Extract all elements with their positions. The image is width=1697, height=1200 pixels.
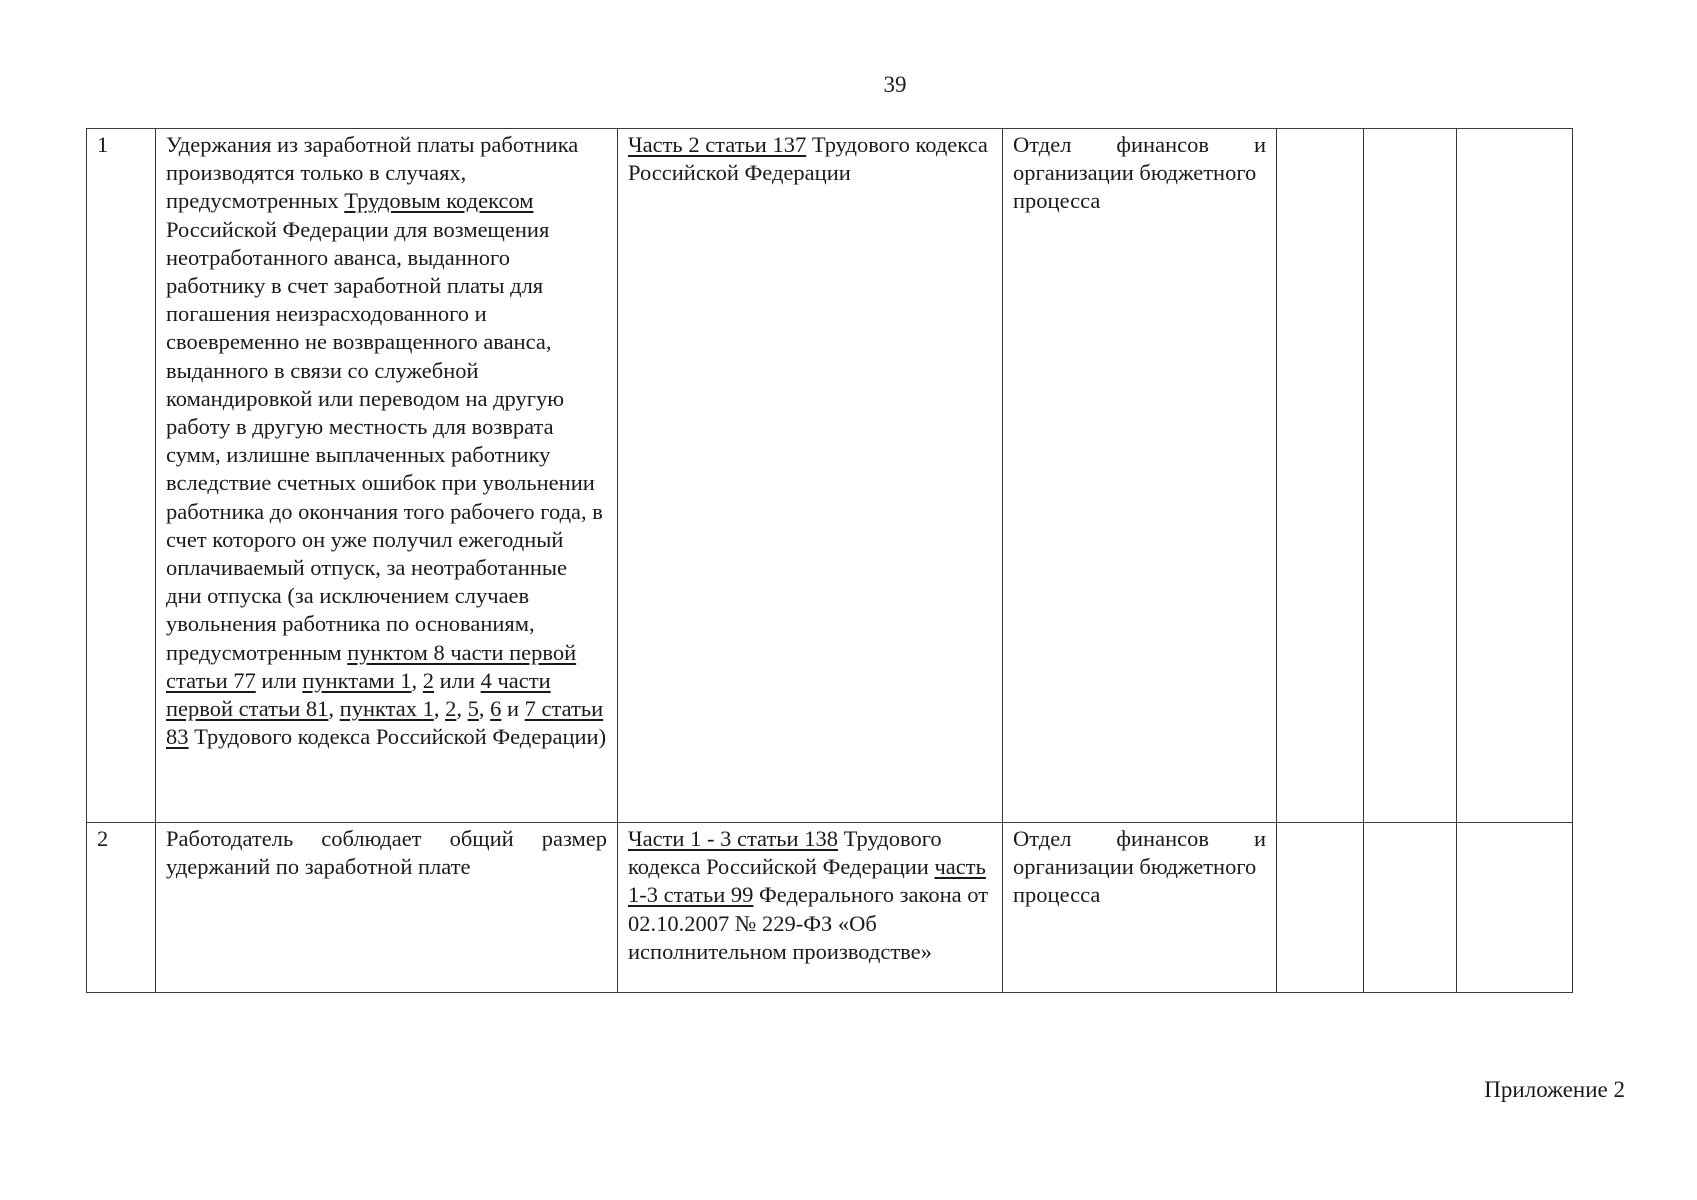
legal-reference-link[interactable]: Трудовым кодексом <box>344 188 534 214</box>
text-run: или <box>255 667 303 693</box>
department-word: и <box>1253 826 1266 851</box>
department-word: финансов <box>1116 132 1209 157</box>
text-run: Трудового кодекса Российской Федерации <box>628 132 988 186</box>
legal-reference-link[interactable]: часть 1-3 статьи 99 <box>628 854 986 908</box>
row-number: 2 <box>87 823 156 993</box>
legal-basis <box>618 823 1003 993</box>
department-word: финансов <box>1116 826 1209 851</box>
legal-reference-link[interactable]: 7 статьи 83 <box>166 696 604 750</box>
text-run: Удержания из заработной платы работника производятся только в случаях, предусмотренных <box>166 132 579 214</box>
requirement-text <box>156 129 618 823</box>
annex-label: Приложение 2 <box>1484 1077 1625 1102</box>
department-word: Отдел <box>1013 132 1072 157</box>
text-run: Трудового кодекса Российской Федерации) <box>188 724 607 750</box>
empty-cell <box>1277 823 1364 993</box>
requirements-table <box>86 128 1573 993</box>
department-word: Отдел <box>1013 826 1072 851</box>
legal-reference-link[interactable]: 2 <box>445 696 457 722</box>
legal-reference-link[interactable]: Часть 2 статьи 137 <box>628 132 807 157</box>
text-run: или <box>434 667 481 693</box>
empty-cell <box>1364 823 1457 993</box>
legal-reference-link[interactable]: 6 <box>490 696 502 722</box>
legal-reference-link[interactable]: пунктами 1 <box>302 667 412 693</box>
text-run: Российской Федерации для возмещения неотработанного аванса, выданного работнику в счет заработной платы для погашения неизрасходованного и своевременно не возвращенного аванса, выданного в связи со служебной командировкой или переводом на другую работу в другую местность для возврата сумм, излишне выплаченных работнику вследствие счетных ошибок при увольнении работника до окончания того рабочего года, в счет которого он уже получил ежегодный оплачиваемый отпуск, за неотработанные дни отпуска (за исключением случаев увольнения работника по основаниям, предусмотренным <box>166 216 603 665</box>
text-run: , <box>456 696 468 722</box>
text-run: Трудового кодекса Российской Федерации <box>628 826 942 880</box>
responsible-department <box>1003 129 1277 823</box>
table-row <box>87 823 1573 993</box>
department-rest: организации бюджетного процесса <box>1013 854 1257 908</box>
legal-reference-link[interactable]: Части 1 - 3 статьи 138 <box>628 826 838 851</box>
text-run: , <box>328 696 340 722</box>
text-run: , <box>411 667 423 693</box>
text-run: , <box>478 696 491 722</box>
page-number: 39 <box>883 72 907 97</box>
text-run: Федерального закона от 02.10.2007 № 229-ФЗ «Об исполнительном производстве» <box>628 882 989 964</box>
legal-reference-link[interactable]: пунктом 8 части первой статьи 77 <box>166 639 577 693</box>
legal-reference-link[interactable]: 4 части первой статьи 81 <box>166 667 551 722</box>
table-row <box>87 129 1573 823</box>
text-run: , <box>433 696 446 722</box>
row-number: 1 <box>87 129 156 823</box>
requirement-text <box>156 823 618 993</box>
text-run: и <box>501 696 525 722</box>
legal-reference-link[interactable]: 2 <box>422 667 435 693</box>
empty-cell <box>1457 129 1573 823</box>
department-word: и <box>1253 132 1266 157</box>
text-run: Работодатель соблюдает общий размер удержаний по заработной плате <box>166 826 607 880</box>
legal-reference-link[interactable]: пунктах 1 <box>339 696 434 722</box>
empty-cell <box>1277 129 1364 823</box>
responsible-department <box>1003 823 1277 993</box>
legal-reference-link[interactable]: 5 <box>467 696 479 722</box>
legal-basis <box>618 129 1003 823</box>
department-rest: организации бюджетного процесса <box>1013 160 1257 214</box>
empty-cell <box>1364 129 1457 823</box>
empty-cell <box>1457 823 1573 993</box>
